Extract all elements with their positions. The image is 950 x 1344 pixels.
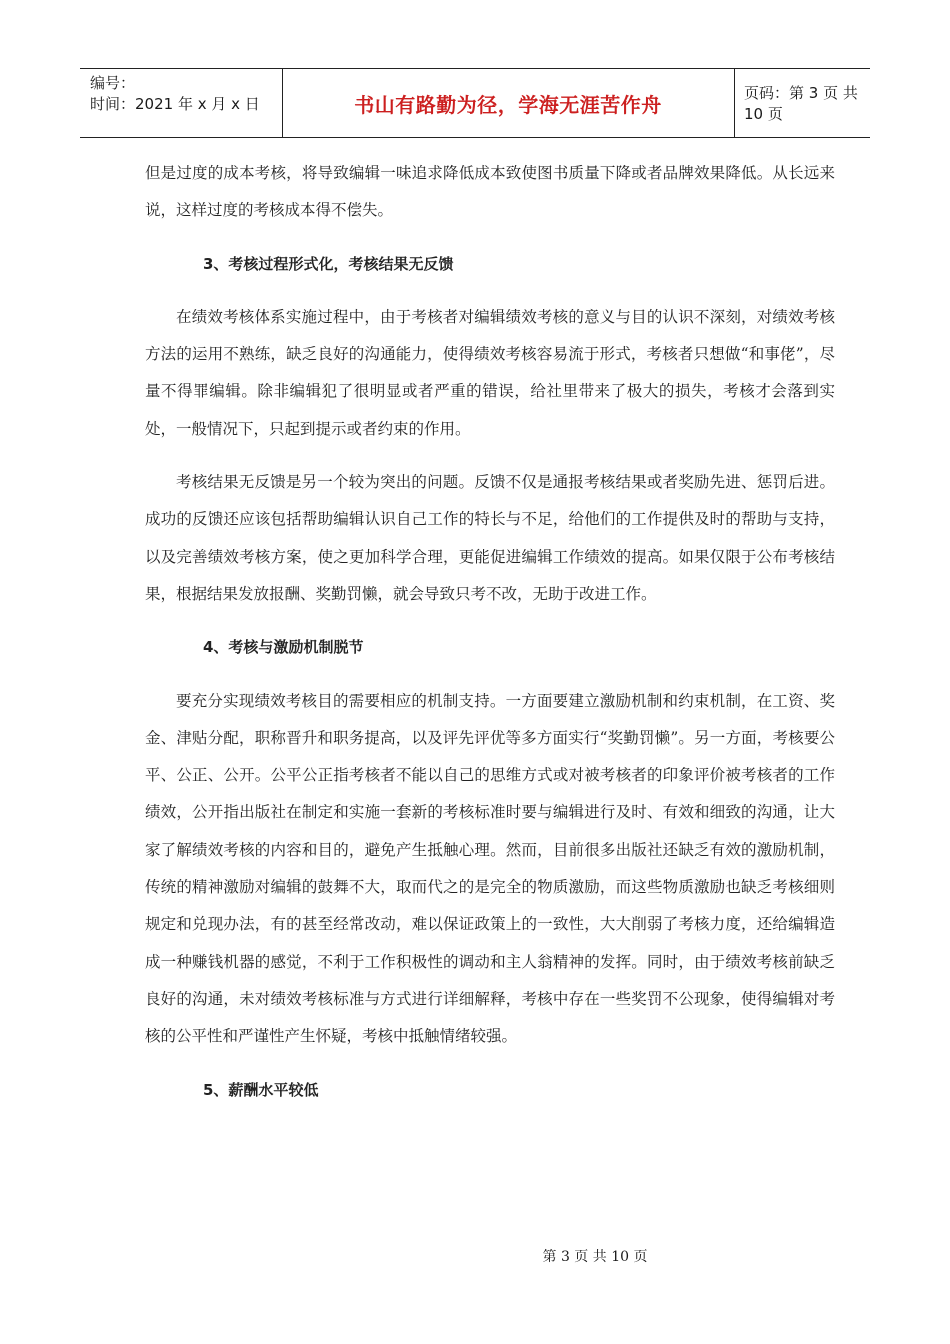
section-heading-4: 4、考核与激励机制脱节: [203, 638, 364, 657]
header-page-info: 页码：第 3 页 共 10 页: [744, 84, 858, 123]
document-body: [145, 155, 835, 1109]
document-date-label: 时间：2021 年 x 月 x 日: [90, 95, 260, 113]
paragraph-incentive-mechanism: 要充分实现绩效考核目的需要相应的机制支持。一方面要建立激励机制和约束机制，在工资、奖金、津贴分配，职称晋升和职务提高，以及评先评优等多方面实行“奖勤罚懒”。另一方面，考核要公平、公正、公开。公平公正指考核者不能以自己的思维方式或对被考核者的印象评价被考核者的工作绩效，公开指出版社在制定和实施一套新的考核标准时要与编辑进行及时、有效和细致的沟通，让大家了解绩效考核的内容和目的，避免产生抵触心理。然而，目前很多出版社还缺乏有效的激励机制，传统的精神激励对编辑的鼓舞不大，取而代之的是完全的物质激励，而这些物质激励也缺乏考核细则规定和兑现办法，有的甚至经常改动，难以保证政策上的一致性，大大削弱了考核力度，还给编辑造成一种赚钱机器的感觉，不利于工作积极性的调动和主人翁精神的发挥。同时，由于绩效考核前缺乏良好的沟通，未对绩效考核标准与方式进行详细解释，考核中存在一些奖罚不公现象，使得编辑对考核的公平性和严谨性产生怀疑，考核中抵触情绪较强。: [145, 691, 835, 1046]
header-motto-cell: [282, 69, 735, 137]
page-header: [80, 68, 870, 138]
header-page-cell: [734, 69, 870, 137]
section-heading-3: 3、考核过程形式化，考核结果无反馈: [203, 254, 454, 273]
header-motto: 书山有路勤为径，学海无涯苦作舟: [354, 92, 662, 117]
header-meta-cell: [80, 69, 283, 137]
paragraph-formalism: 在绩效考核体系实施过程中，由于考核者对编辑绩效考核的意义与目的认识不深刻，对绩效考核方法的运用不熟练，缺乏良好的沟通能力，使得绩效考核容易流于形式，考核者只想做“和事佬”，尽量不得罪编辑。除非编辑犯了很明显或者严重的错误，给社里带来了极大的损失，考核才会落到实处，一般情况下，只起到提示或者约束的作用。: [145, 307, 835, 438]
document-number-label: 编号：: [90, 74, 136, 92]
page-footer: 第 3 页 共 10 页: [542, 1249, 648, 1265]
paragraph-no-feedback: 考核结果无反馈是另一个较为突出的问题。反馈不仅是通报考核结果或者奖励先进、惩罚后进。成功的反馈还应该包括帮助编辑认识自己工作的特长与不足，给他们的工作提供及时的帮助与支持，以及完善绩效考核方案，使之更加科学合理，更能促进编辑工作绩效的提高。如果仅限于公布考核结果，根据结果发放报酬、奖勤罚懒，就会导致只考不改，无助于改进工作。: [145, 473, 835, 603]
paragraph-cost-assessment: 但是过度的成本考核，将导致编辑一味追求降低成本致使图书质量下降或者品牌效果降低。从长远来说，这样过度的考核成本得不偿失。: [145, 164, 835, 220]
section-heading-5: 5、薪酬水平较低: [203, 1080, 319, 1099]
